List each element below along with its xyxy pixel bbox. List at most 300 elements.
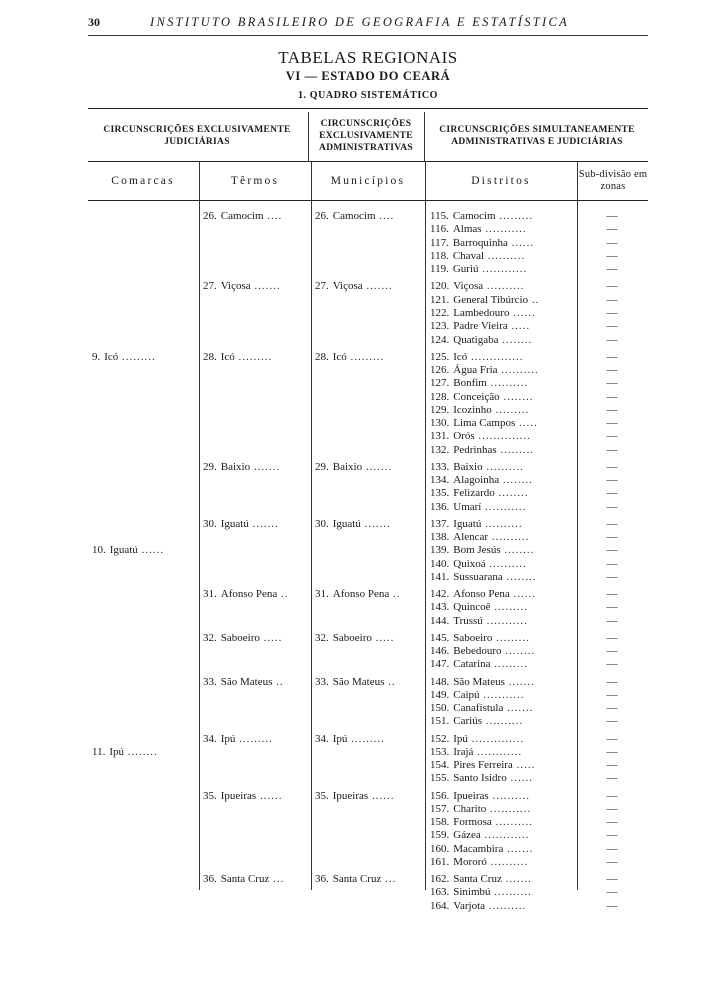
distrito-cell — [430, 460, 575, 474]
distrito-cell — [430, 732, 575, 746]
column-header-distritos: Distritos — [471, 175, 531, 187]
termo-cell-label: Afonso Pena — [220, 588, 278, 601]
subdivisao-cell: — — [606, 430, 618, 443]
subdivisao-cell: — — [606, 675, 618, 688]
subdivisao-cell: — — [606, 210, 618, 222]
distrito-cell-label: Felizardo — [453, 487, 495, 500]
distrito-cell-label: Quixoá — [453, 557, 486, 570]
termo-cell-leader-dots: ......... — [234, 350, 273, 363]
distrito-cell-leader-dots: ........ — [500, 544, 535, 557]
distrito-cell-number: 154. — [430, 759, 450, 772]
distrito-cell-leader-dots: .. — [528, 293, 540, 306]
distrito-cell-label: General Tibúrcio — [453, 293, 529, 306]
subdivisao-cell: — — [606, 899, 618, 912]
distrito-cell-number: 141. — [430, 571, 450, 583]
termo-cell-leader-dots: .. — [272, 675, 284, 688]
distrito-cell-label: Padre Vieira — [453, 320, 508, 333]
distrito-cell — [430, 714, 575, 728]
comarca-cell-leader-dots: ...... — [137, 544, 165, 557]
distrito-cell-number: 128. — [430, 390, 450, 403]
municipio-cell-number: 29. — [315, 460, 329, 473]
subdivisao-cell: — — [606, 443, 618, 456]
distrito-cell-number: 150. — [430, 702, 450, 715]
distrito-cell-number: 124. — [430, 333, 450, 346]
distrito-cell-leader-dots: ........... — [479, 688, 525, 701]
distrito-cell-leader-dots: ............ — [473, 745, 523, 758]
distrito-cell-label: São Mateus — [453, 675, 505, 688]
distrito-cell-label: Alencar — [453, 531, 489, 544]
subdivisao-cell: — — [606, 873, 618, 886]
termo-cell-label: Icó — [220, 350, 235, 363]
comarca-cell-label: Icó — [104, 350, 119, 363]
municipio-cell — [315, 517, 423, 531]
distrito-cell — [430, 600, 575, 614]
termo-cell-leader-dots: ......... — [235, 732, 273, 745]
column-header-subdivisao: Sub-divisão em zonas — [578, 169, 648, 192]
municipio-cell — [315, 587, 423, 601]
distrito-cell-label: Iguatú — [453, 517, 482, 530]
termo-cell — [203, 872, 308, 886]
distrito-cell-leader-dots: ........ — [498, 333, 533, 346]
distrito-cell-label: Ipú — [453, 732, 468, 745]
distrito-cell-leader-dots: .......... — [486, 377, 529, 390]
subdivisao-cell: — — [606, 802, 618, 815]
column-divider — [308, 112, 309, 161]
distrito-cell-leader-dots: ............ — [480, 829, 530, 842]
municipio-cell — [315, 350, 423, 364]
distrito-cell-leader-dots: ...... — [506, 772, 533, 785]
municipio-cell-label: Ipueiras — [332, 789, 369, 802]
municipio-cell-leader-dots: ....... — [360, 517, 391, 530]
distrito-cell — [430, 416, 575, 430]
municipio-cell-label: Icó — [332, 350, 347, 363]
distrito-cell — [430, 517, 575, 531]
subdivisao-cell: — — [606, 816, 618, 829]
distrito-cell-label: Icó — [453, 350, 468, 363]
termo-cell-label: Viçosa — [220, 280, 251, 293]
subdivisao-cell: — — [606, 842, 618, 855]
distrito-cell-leader-dots: .............. — [474, 430, 531, 443]
subdivisao-cell: — — [606, 460, 618, 473]
distrito-cell-label: Mororó — [453, 856, 487, 868]
header-rule — [88, 35, 648, 36]
running-head — [88, 15, 648, 35]
termo-cell-number: 34. — [203, 732, 217, 745]
distrito-cell-label: Camocim — [452, 210, 496, 222]
termo-cell-number: 29. — [203, 460, 217, 473]
column-divider — [199, 162, 200, 890]
municipio-cell — [315, 279, 423, 293]
distrito-cell — [430, 429, 575, 443]
distrito-cell-label: Caipú — [453, 688, 480, 701]
running-title: INSTITUTO BRASILEIRO DE GEOGRAFIA E ESTATÍSTICA — [150, 15, 570, 29]
termo-cell-number: 31. — [203, 588, 217, 601]
distrito-cell-label: Pires Ferreira — [453, 759, 513, 772]
termo-cell — [203, 732, 308, 746]
distrito-cell-label: Umarí — [453, 500, 482, 513]
municipio-cell-number: 32. — [315, 631, 329, 644]
municipio-cell-number: 31. — [315, 588, 329, 601]
municipio-cell-label: Iguatú — [332, 517, 361, 530]
comarca-cell-number: 11. — [92, 745, 106, 758]
distrito-cell-label: Bebedouro — [453, 645, 502, 658]
distrito-cell-number: 131. — [430, 430, 450, 443]
distrito-cell-number: 156. — [430, 789, 450, 802]
distrito-cell-number: 159. — [430, 829, 450, 842]
distrito-cell — [430, 570, 575, 584]
distrito-cell — [430, 473, 575, 487]
distrito-cell-leader-dots: ........... — [486, 802, 532, 815]
subdivisao-cell: — — [606, 789, 618, 802]
termo-cell — [203, 350, 308, 364]
distrito-cell-number: 160. — [430, 842, 450, 855]
municipio-cell-leader-dots: ......... — [347, 732, 385, 745]
subdivisao-cell: — — [606, 293, 618, 306]
distrito-cell-number: 130. — [430, 417, 450, 430]
distrito-cell-number: 123. — [430, 320, 450, 333]
subdivisao-cell: — — [606, 363, 618, 376]
termo-cell-leader-dots: .... — [263, 210, 283, 222]
distrito-cell — [430, 644, 575, 658]
distrito-cell-leader-dots: ........ — [501, 645, 536, 658]
subdivisao-cell: — — [606, 759, 618, 772]
distrito-cell — [430, 587, 575, 601]
distrito-cell-number: 132. — [430, 443, 450, 456]
distrito-cell-label: Conceição — [453, 390, 500, 403]
section-title: 1. QUADRO SISTEMÁTICO — [297, 90, 439, 101]
distrito-cell-label: Bom Jesús — [453, 544, 501, 557]
distrito-cell-label: Varjota — [453, 899, 486, 912]
subdivisao-cell: — — [606, 280, 618, 293]
distrito-cell-number: 135. — [430, 487, 450, 500]
municipio-cell-label: Camocim — [332, 210, 376, 222]
distrito-cell-leader-dots: .......... — [488, 789, 530, 802]
distrito-cell — [430, 500, 575, 514]
distrito-cell — [430, 530, 575, 544]
municipio-cell-number: 33. — [315, 675, 329, 688]
distrito-cell-number: 136. — [430, 500, 450, 513]
distrito-cell-leader-dots: .......... — [481, 517, 523, 530]
distrito-cell-number: 126. — [430, 363, 450, 376]
termo-cell — [203, 460, 308, 474]
termo-cell-number: 30. — [203, 517, 217, 530]
municipio-cell-number: 27. — [315, 280, 329, 293]
distrito-cell-label: Santa Cruz — [453, 873, 502, 886]
subdivisao-cell: — — [606, 715, 618, 728]
comarca-cell — [92, 543, 196, 557]
termo-cell — [203, 517, 308, 531]
distrito-cell-number: 121. — [430, 293, 450, 306]
distrito-cell-number: 134. — [430, 474, 450, 487]
subdivisao-cell: — — [606, 487, 618, 500]
distrito-cell-number: 138. — [430, 531, 450, 544]
distrito-cell-label: Sussuarana — [453, 571, 503, 583]
distrito-cell-label: Lima Campos — [453, 417, 516, 430]
distrito-cell-leader-dots: ........... — [481, 500, 527, 513]
distrito-cell-label: Chaval — [452, 249, 485, 262]
distrito-cell — [430, 872, 575, 886]
comarca-cell-number: 9. — [92, 350, 101, 363]
termo-cell-leader-dots: ....... — [248, 517, 279, 530]
distrito-cell-leader-dots: .......... — [482, 460, 524, 473]
termo-cell — [203, 675, 308, 689]
distrito-cell-number: 162. — [430, 873, 450, 886]
distrito-cell-number: 144. — [430, 614, 450, 627]
distrito-cell-label: Guriú — [452, 263, 479, 276]
subdivisao-cell: — — [606, 829, 618, 842]
distrito-cell-number: 161. — [430, 856, 450, 868]
distrito-cell-leader-dots: .......... — [484, 249, 526, 262]
distrito-cell-label: Afonso Pena — [453, 588, 510, 601]
distrito-cell-leader-dots: ...... — [509, 306, 536, 319]
distrito-cell — [430, 899, 575, 913]
distrito-cell — [430, 557, 575, 571]
column-header-municipios: Municípios — [330, 175, 406, 187]
distrito-cell — [430, 319, 575, 333]
distrito-cell-number: 153. — [430, 745, 450, 758]
distrito-cell-leader-dots: ......... — [496, 443, 535, 456]
subdivisao-cell: — — [606, 531, 618, 544]
municipio-cell — [315, 460, 423, 474]
distrito-cell — [430, 885, 575, 899]
distrito-cell — [430, 403, 575, 417]
distrito-cell-label: Alagoinha — [453, 474, 500, 487]
distrito-cell-number: 120. — [430, 280, 450, 293]
distrito-cell-leader-dots: ...... — [507, 236, 535, 249]
distrito-cell — [430, 443, 575, 457]
distrito-cell-leader-dots: ...... — [509, 588, 537, 601]
municipio-cell-label: Baixio — [332, 460, 363, 473]
termo-cell-leader-dots: ....... — [250, 280, 281, 293]
distrito-cell-label: Saboeiro — [453, 631, 493, 644]
distrito-cell — [430, 306, 575, 320]
distrito-cell-label: Almas — [452, 223, 482, 236]
termo-cell-leader-dots: .. — [277, 588, 289, 601]
distrito-cell — [430, 855, 575, 869]
distrito-cell-label: Água Fria — [453, 363, 498, 376]
distrito-cell-leader-dots: ........... — [482, 614, 528, 627]
distrito-cell-leader-dots: ..... — [507, 320, 531, 333]
municipio-cell — [315, 789, 423, 803]
distrito-cell — [430, 771, 575, 785]
termo-cell — [203, 789, 308, 803]
distrito-cell — [430, 758, 575, 772]
termo-cell-label: São Mateus — [220, 675, 273, 688]
subdivisao-cell: — — [606, 772, 618, 785]
termo-cell-number: 36. — [203, 873, 217, 886]
state-title: VI — ESTADO DO CEARÁ — [285, 69, 451, 83]
distrito-cell — [430, 293, 575, 307]
distrito-cell-label: Viçosa — [453, 280, 484, 293]
main-title: TABELAS REGIONAIS — [278, 48, 458, 67]
subdivisao-cell: — — [606, 223, 618, 236]
termo-cell-label: Saboeiro — [220, 631, 260, 644]
distrito-cell-leader-dots: ....... — [503, 842, 534, 855]
column-header-rule — [88, 200, 648, 201]
municipio-cell-leader-dots: .. — [389, 588, 401, 601]
distrito-cell-number: 118. — [430, 249, 449, 262]
termo-cell-leader-dots: ..... — [259, 631, 283, 644]
distrito-cell-number: 158. — [430, 816, 450, 829]
distrito-cell-number: 117. — [430, 236, 449, 249]
distrito-cell-number: 122. — [430, 306, 450, 319]
municipio-cell-number: 36. — [315, 873, 329, 886]
distrito-cell — [430, 222, 575, 236]
distrito-cell — [430, 350, 575, 364]
termo-cell-leader-dots: ... — [269, 873, 285, 886]
distrito-cell — [430, 236, 575, 250]
distrito-cell-number: 137. — [430, 517, 450, 530]
subdivisao-cell: — — [606, 557, 618, 570]
municipio-cell — [315, 872, 423, 886]
subdivisao-cell: — — [606, 601, 618, 614]
comarca-cell — [92, 350, 196, 364]
municipio-cell-number: 35. — [315, 789, 329, 802]
distrito-cell-number: 127. — [430, 377, 450, 390]
distrito-cell-label: Charito — [453, 802, 487, 815]
group-header-judiciarias: CIRCUNSCRIÇÕES EXCLUSIVAMENTE JUDICIÁRIAS — [103, 125, 291, 147]
termo-cell — [203, 631, 308, 645]
municipio-cell — [315, 631, 423, 645]
subdivisao-cell: — — [606, 306, 618, 319]
distrito-cell-number: 147. — [430, 658, 450, 671]
distrito-cell-number: 116. — [430, 223, 449, 236]
column-header-termos: Têrmos — [230, 175, 280, 187]
subdivisao-cell: — — [606, 500, 618, 513]
distrito-cell — [430, 333, 575, 347]
municipio-cell-label: Viçosa — [332, 280, 363, 293]
municipio-cell-label: São Mateus — [332, 675, 385, 688]
distrito-cell-leader-dots: ....... — [504, 675, 535, 688]
comarca-cell-number: 10. — [92, 544, 106, 557]
municipio-cell-number: 34. — [315, 732, 329, 745]
termo-cell — [203, 209, 308, 223]
distrito-cell — [430, 688, 575, 702]
distrito-cell-label: Catarina — [453, 658, 491, 671]
distrito-cell — [430, 249, 575, 263]
subdivisao-cell: — — [606, 702, 618, 715]
distrito-cell — [430, 279, 575, 293]
municipio-cell-leader-dots: ..... — [371, 631, 395, 644]
subdivisao-cell: — — [606, 658, 618, 671]
distrito-cell-label: Irajá — [453, 745, 474, 758]
distrito-cell-number: 145. — [430, 631, 450, 644]
distrito-cell-leader-dots: ........ — [502, 571, 537, 583]
termo-cell-label: Iguatú — [220, 517, 249, 530]
distrito-cell-leader-dots: ....... — [501, 873, 532, 886]
distrito-cell-label: Canafístula — [453, 702, 504, 715]
municipio-cell-label: Santa Cruz — [332, 873, 382, 886]
municipio-cell-leader-dots: ....... — [362, 460, 393, 473]
column-divider — [424, 112, 425, 161]
distrito-cell-leader-dots: ........ — [499, 474, 533, 487]
subdivisao-cell: — — [606, 390, 618, 403]
distrito-cell-number: 155. — [430, 772, 450, 785]
distrito-cell — [430, 631, 575, 645]
distrito-cell — [430, 543, 575, 557]
distrito-cell-label: Bonfim — [453, 377, 487, 390]
termo-cell-number: 33. — [203, 675, 217, 688]
distrito-cell — [430, 802, 575, 816]
distrito-cell-leader-dots: .............. — [467, 350, 524, 363]
distrito-cell-leader-dots: .......... — [486, 856, 529, 868]
subdivisao-cell: — — [606, 320, 618, 333]
distrito-cell-number: 143. — [430, 601, 450, 614]
subdivisao-cell: — — [606, 474, 618, 487]
municipio-cell-label: Ipú — [332, 732, 348, 745]
distrito-cell-leader-dots: ..... — [515, 417, 538, 430]
distrito-cell — [430, 614, 575, 628]
distrito-cell — [430, 789, 575, 803]
subdivisao-cell: — — [606, 688, 618, 701]
page-number: 30 — [88, 15, 100, 29]
municipio-cell-leader-dots: ... — [381, 873, 397, 886]
subdivisao-cell: — — [606, 886, 618, 899]
subdivisao-cell: — — [606, 350, 618, 363]
subdivisao-cell: — — [606, 544, 618, 557]
distrito-cell-leader-dots: .......... — [491, 816, 533, 829]
municipio-cell — [315, 732, 423, 746]
distrito-cell-number: 163. — [430, 886, 450, 899]
distrito-cell-number: 164. — [430, 899, 450, 912]
municipio-cell-leader-dots: .. — [384, 675, 396, 688]
table-top-rule — [88, 108, 648, 109]
distrito-cell-number: 152. — [430, 732, 450, 745]
subdivisao-cell: — — [606, 645, 618, 658]
distrito-cell-label: Ipueiras — [453, 789, 489, 802]
termo-cell-label: Santa Cruz — [220, 873, 270, 886]
municipio-cell-leader-dots: .... — [375, 210, 395, 222]
distrito-cell-label: Formosa — [453, 816, 492, 829]
municipio-cell-number: 26. — [315, 210, 329, 222]
municipio-cell-leader-dots: ...... — [368, 789, 395, 802]
column-divider — [425, 162, 426, 890]
distrito-cell — [430, 363, 575, 377]
distrito-cell — [430, 209, 575, 223]
municipio-cell-leader-dots: ......... — [346, 350, 385, 363]
subdivisao-cell: — — [606, 745, 618, 758]
subdivisao-cell: — — [606, 333, 618, 346]
distrito-cell-number: 157. — [430, 802, 450, 815]
distrito-cell-leader-dots: ........ — [494, 487, 529, 500]
distrito-cell-leader-dots: ......... — [490, 658, 529, 671]
distrito-cell-number: 140. — [430, 557, 450, 570]
distrito-cell-label: Orós — [453, 430, 475, 443]
municipio-cell-label: Saboeiro — [332, 631, 372, 644]
group-header-administrativas: CIRCUNSCRIÇÕES EXCLUSIVAMENTE ADMINISTRATIVAS — [319, 119, 413, 153]
distrito-cell-label: Cariús — [453, 715, 482, 728]
distrito-cell-number: 142. — [430, 588, 450, 601]
distrito-cell — [430, 828, 575, 842]
subdivisao-cell: — — [606, 588, 618, 601]
distrito-cell — [430, 657, 575, 671]
distrito-cell-label: Quincoê — [453, 601, 491, 614]
distrito-cell-leader-dots: ......... — [495, 210, 534, 222]
distrito-cell-label: Macambira — [453, 842, 504, 855]
distrito-cell-number: 133. — [430, 460, 450, 473]
termo-cell-label: Ipú — [220, 732, 236, 745]
comarca-cell — [92, 745, 196, 759]
subdivisao-cell: — — [606, 417, 618, 430]
distrito-cell — [430, 842, 575, 856]
subdivisao-cell: — — [606, 732, 618, 745]
distrito-cell-label: Lambedouro — [453, 306, 510, 319]
termo-cell-number: 32. — [203, 631, 217, 644]
distrito-cell-label: Gázea — [453, 829, 481, 842]
distrito-cell-number: 139. — [430, 544, 450, 557]
distrito-cell-label: Sinimbú — [453, 886, 491, 899]
subdivisao-cell: — — [606, 236, 618, 249]
